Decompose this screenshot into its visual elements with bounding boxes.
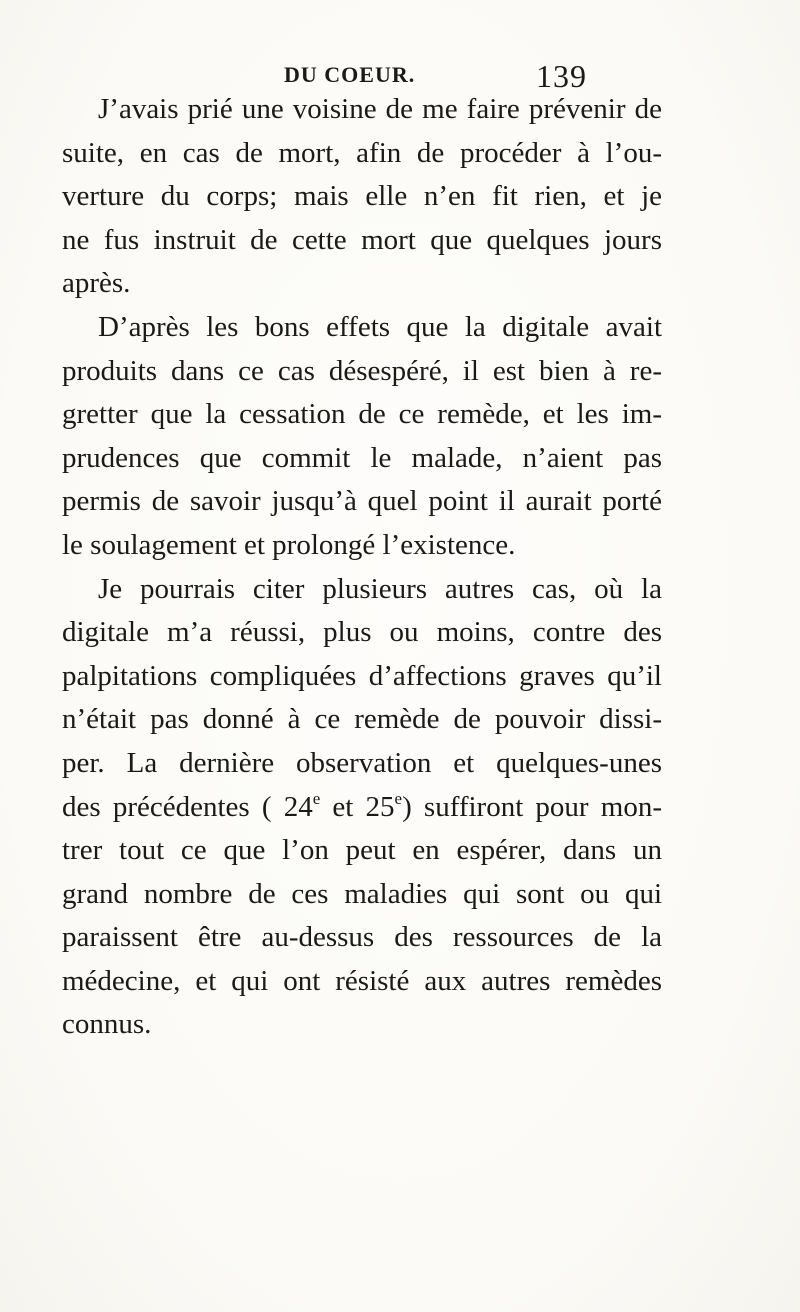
body-text [62, 88, 662, 1047]
text-line: n’était pas donné à ce remède de pouvoir dissi- [62, 703, 662, 736]
text-line: per. La dernière observation et quelques-unes [62, 746, 662, 779]
line-segment: ) suffiront pour mon- [402, 790, 662, 823]
text-line: Je pourrais citer plusieurs autres cas, où la [98, 572, 662, 605]
paragraph [62, 88, 662, 306]
running-title: DU COEUR. [284, 62, 416, 87]
ordinal-superscript: e [312, 788, 321, 808]
text-line: palpitations compliquées d’affections graves qu’il [62, 659, 662, 692]
text-line: paraissent être au-dessus des ressources de la [62, 921, 662, 954]
text-line: J’avais prié une voisine de me faire prévenir de [98, 93, 662, 125]
text-line: le soulagement et prolongé l’existence. [62, 528, 516, 561]
text-line: connus. [62, 1008, 152, 1041]
paragraph [62, 306, 662, 568]
text-line: digitale m’a réussi, plus ou moins, contre des [62, 616, 662, 649]
line-segment: et 25 [320, 790, 395, 823]
text-line: D’après les bons effets que la digitale avait [98, 310, 662, 343]
paragraph [62, 568, 662, 1048]
text-line: gretter que la cessation de ce remède, et les im- [62, 398, 662, 431]
ordinal-superscript: e [394, 788, 403, 808]
text-line: trer tout ce que l’on peut en espérer, dans un [62, 834, 662, 867]
text-line: verture du corps; mais elle n’en fit rien, et je [62, 180, 662, 213]
text-line: permis de savoir jusqu’à quel point il aurait porté [62, 485, 662, 518]
text-line: médecine, et qui ont résisté aux autres remèdes [62, 964, 662, 997]
text-line-with-superscripts [62, 786, 662, 830]
text-line: ne fus instruit de cette mort que quelques jours [62, 223, 662, 256]
text-line: prudences que commit le malade, n’aient pas [62, 441, 662, 474]
line-segment: des précédentes ( 24 [62, 790, 313, 823]
text-line: après. [62, 267, 131, 300]
text-line: produits dans ce cas désespéré, il est bien à re- [62, 354, 662, 387]
page-number: 139 [536, 58, 587, 94]
text-line: grand nombre de ces maladies qui sont ou qui [62, 877, 662, 910]
text-line: suite, en cas de mort, afin de procéder à l’ou- [62, 136, 662, 169]
